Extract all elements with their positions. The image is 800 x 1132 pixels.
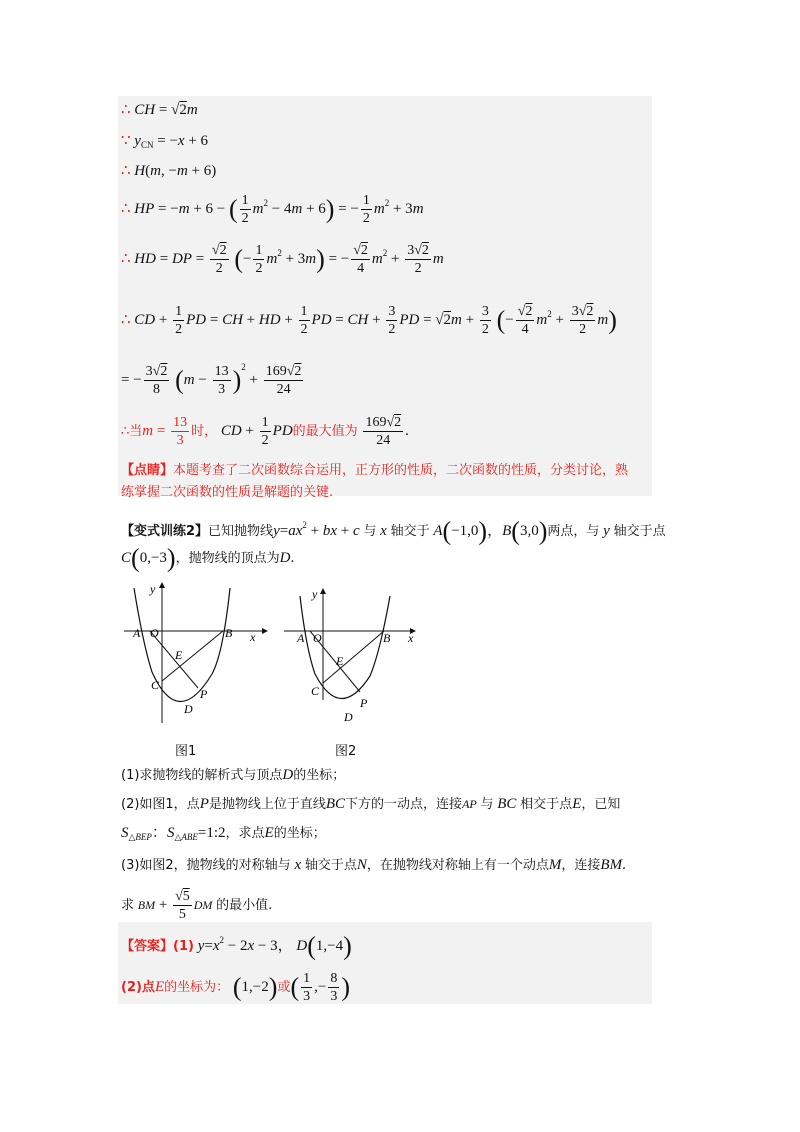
- answer-2-or: 或: [277, 979, 291, 995]
- q2-b: 是抛物线上位于直线: [208, 797, 326, 812]
- fig1-label-x: x: [250, 630, 256, 644]
- problem-line-2: C(0,−3)，抛物线的顶点为D.: [121, 543, 295, 573]
- conclusion-mid: 的最大值为: [292, 423, 358, 439]
- line-conclusion: ∴当m = $\frac{13}{3}$ 时， CD + $\frac{1}{2}$ PD的最大值为 $\frac{169√2}{24}$ .: [121, 415, 409, 448]
- answer-1: 【答案】(1) $y=x^2 - 2x - 3$， D(1,−4): [121, 931, 352, 961]
- fig2-label-o: O: [313, 631, 322, 645]
- q3-d: ，连接: [561, 858, 601, 873]
- fig2-label-c: C: [311, 684, 320, 698]
- stem-c: 轴交于: [390, 524, 430, 539]
- question-3-line-1: (3)如图2，抛物线的对称轴与 x 轴交于点N，在抛物线对称轴上有一个动点M，连接BM.: [121, 857, 626, 873]
- q3-b: 轴交于点: [304, 858, 357, 873]
- figure-1: [120, 578, 270, 728]
- question-2-line-1: (2)如图1，点P是抛物线上位于直线BC下方的一动点，连接AP 与 BC 相交于点E，已知: [121, 796, 621, 812]
- line-cd: ∴ CD + $\frac{1}{2}$ PD = CH + HD + $\frac{1}{2}$ PD = CH + $\frac{3}{2}$ PD = √2m + $\frac{3}{2}$ (− $\frac{√2}{4}$ $m^2$ + $\frac{3√2}{2}$ m): [121, 304, 617, 337]
- fig1-label-b: B: [225, 626, 233, 640]
- line-ycn: ∵ $y_{CN} = -x + 6$: [121, 133, 209, 150]
- line-vertex: = − $\frac{3√2}{8}$ (m − $\frac{13}{3}$ )$^2$ + $\frac{169√2}{24}$: [121, 362, 302, 398]
- answer-2-prefix: (2)点: [121, 979, 155, 995]
- problem-line-1: 【变式训练2】已知抛物线$y=ax^2$ + bx + c 与 x 轴交于 A(−1,0)，B(3,0)两点，与 y 轴交于点: [121, 516, 666, 546]
- fig1-x-arrow: [262, 628, 268, 634]
- fig1-label-d: D: [184, 702, 193, 716]
- question-2-line-2: $S_{\triangle BEP}$：$S_{\triangle ABE}=1:2$，求点E的坐标；: [121, 825, 326, 842]
- q2-g: ，求点: [225, 826, 265, 841]
- comment-line-1: [121, 460, 628, 481]
- q2-h: 的坐标；: [273, 826, 326, 841]
- q2-e: 相交于点: [520, 797, 573, 812]
- fig1-label-p: P: [200, 687, 208, 701]
- fig2-label-p: P: [360, 696, 368, 710]
- fig1-y-arrow: [159, 582, 165, 588]
- q1-text: (1)求抛物线的解析式与顶点: [121, 768, 283, 783]
- fig1-label-o: O: [150, 626, 159, 640]
- q1-end: 的坐标；: [293, 768, 346, 783]
- fig1-label-e: E: [175, 648, 183, 662]
- q3-f: 的最小值.: [216, 897, 273, 913]
- fig1-label-y: y: [150, 582, 156, 596]
- line-h-point: ∴ H(m, −m + 6): [121, 163, 217, 179]
- comment-line-2: [121, 482, 333, 503]
- fig2-label-y: y: [312, 587, 318, 601]
- fig2-label-b: B: [383, 631, 391, 645]
- q2-f: ，已知: [581, 797, 621, 812]
- conclusion-end: .: [405, 422, 409, 439]
- fig2-label-d: D: [344, 710, 353, 724]
- fig1-label-a: A: [133, 626, 141, 640]
- q3-e: 求: [121, 897, 135, 913]
- answer-1-num: (1): [173, 939, 194, 954]
- q2-c: 下方的一动点，连接: [345, 797, 463, 812]
- conclusion-when: 时，: [191, 423, 218, 439]
- question-3-line-2: 求 BM + $\frac{√5}{5}$ DM 的最小值.: [121, 889, 273, 922]
- answer-tag: 【答案】: [121, 939, 174, 954]
- stem-b: 与: [363, 524, 377, 539]
- line-hd: ∴ HD = DP = $\frac{√2}{2}$ (− $\frac{1}{2}$ $m^2 + 3m$) = − $\frac{√2}{4}$ $m^2$ + $\frac{3√2}{2}$ m: [121, 243, 444, 276]
- figure-2: [280, 582, 430, 727]
- comment-tag: 【点睛】: [121, 463, 174, 478]
- stem-e: 轴交于点: [613, 524, 666, 539]
- fig1-caption: 图1: [175, 744, 197, 759]
- comment-text-2: 练掌握二次函数的性质是解题的关键.: [121, 485, 334, 500]
- stem-d: 两点，与: [547, 524, 600, 539]
- fig2-caption: 图2: [335, 744, 357, 759]
- question-1: (1)求抛物线的解析式与顶点D的坐标；: [121, 767, 346, 783]
- stem-f: ，抛物线的顶点为: [175, 551, 280, 566]
- q3-c: ，在抛物线对称轴上有一个动点: [366, 858, 549, 873]
- line-ch: ∴ CH = √2m: [121, 102, 198, 118]
- q2-d: 与: [480, 797, 494, 812]
- fig2-label-x: x: [408, 631, 414, 645]
- fig2-label-e: E: [336, 654, 344, 668]
- fig2-y-arrow: [320, 588, 326, 594]
- comment-text-1: 本题考查了二次函数综合运用，正方形的性质，二次函数的性质，分类讨论，熟: [173, 463, 629, 478]
- q2-a: (2)如图1，点: [121, 797, 200, 812]
- fig2-line-bc: [323, 631, 384, 683]
- problem-tag: 【变式训练2】: [121, 524, 209, 539]
- q3-a: (3)如图2，抛物线的对称轴与: [121, 858, 291, 873]
- answer-2: (2)点E的坐标为： (1,−2)或( $\frac{1}{3}$ ,− $\frac{8}{3}$ ): [121, 971, 351, 1004]
- fig1-parabola: [134, 588, 230, 702]
- answer-2-mid: 的坐标为：: [164, 979, 230, 995]
- line-hp: ∴ HP = −m + 6 − ( $\frac{1}{2}$ $m^2 - 4m + 6$) = − $\frac{1}{2}$ $m^2 + 3m$: [121, 193, 424, 226]
- fig2-label-a: A: [297, 631, 305, 645]
- stem-a: 已知抛物线: [208, 524, 274, 539]
- conclusion-prefix: ∴当: [121, 423, 143, 439]
- fig1-label-c: C: [151, 678, 160, 692]
